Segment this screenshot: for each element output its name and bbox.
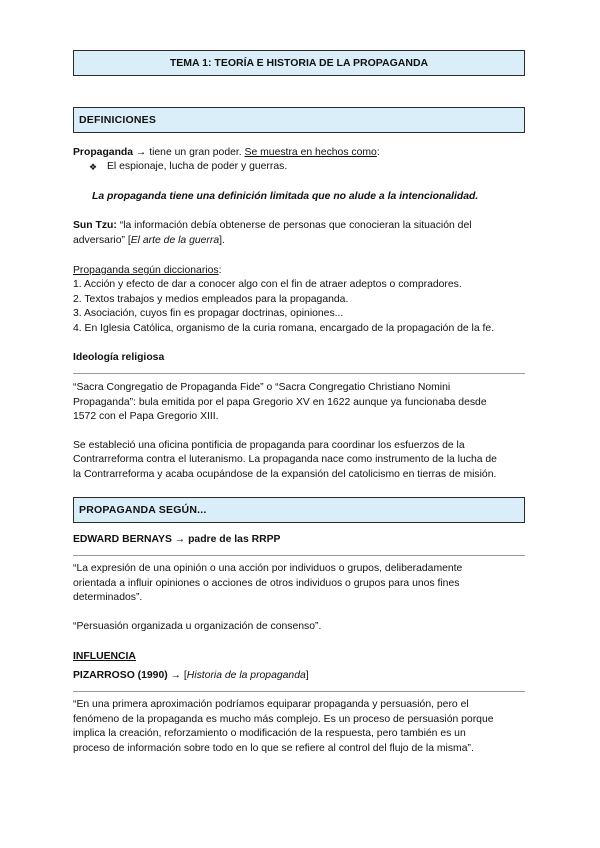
ideologia-p1-line-2: Propaganda”: bula emitida por el papa Gregorio XV en 1622 aunque ya funcionaba desde bbox=[73, 397, 487, 408]
ideologia-p2-line-2: Contrarreforma contra el luteranismo. La propaganda nace como instrumento de la lucha de bbox=[73, 454, 497, 465]
emphasis-statement: La propaganda tiene una definición limitada que no alude a la intencionalidad. bbox=[92, 191, 479, 202]
bernays-heading: EDWARD BERNAYS → padre de las RRPP bbox=[73, 534, 281, 545]
suntzu-quote-cont: adversario” [ bbox=[73, 235, 131, 246]
bracket-close: ]. bbox=[219, 235, 225, 246]
pizarroso-quote-line-4: proceso de información sobre todo en lo que se refiere al control del flujo de la misma”. bbox=[73, 743, 474, 754]
section-header-propaganda-segun: PROPAGANDA SEGÚN... bbox=[73, 497, 525, 523]
pizarroso-quote-line-1: “En una primera aproximación podríamos equiparar propaganda y persuasión, pero el bbox=[73, 699, 469, 710]
arrow-text: → [ bbox=[167, 670, 187, 681]
definition-text: → tiene un gran poder. bbox=[133, 147, 245, 158]
book-title: Historia de la propaganda bbox=[186, 670, 306, 681]
dictionary-item-3: 3. Asociación, cuyos fin es propagar doctrinas, opiniones... bbox=[73, 308, 344, 319]
suntzu-line-1 bbox=[73, 219, 472, 233]
colon: : bbox=[218, 265, 222, 276]
ideologia-p1-line-3: 1572 con el Papa Gregorio XIII. bbox=[73, 411, 219, 422]
ideologia-heading: Ideología religiosa bbox=[73, 352, 165, 363]
bernays-quote-line-1: “La expresión de una opinión o una acción por individuos o grupos, deliberadamente bbox=[73, 563, 463, 574]
book-title: El arte de la guerra bbox=[130, 235, 220, 246]
propaganda-definition-line bbox=[73, 146, 380, 160]
dictionaries-heading-text: Propaganda según diccionarios bbox=[73, 265, 219, 276]
bernays-quote-line-2: orientada a influir opiniones o acciones de otros individuos o grupos para unos fines bbox=[73, 578, 460, 589]
dictionaries-heading bbox=[73, 264, 221, 278]
dictionary-item-4: 4. En Iglesia Católica, organismo de la curia romana, encargado de la propagación de la fe. bbox=[73, 323, 495, 334]
bullet-item: El espionaje, lucha de poder y guerras. bbox=[107, 161, 288, 172]
pizarroso-author: PIZARROSO (1990) bbox=[73, 670, 168, 681]
ideologia-p1-line-1: “Sacra Congregatio de Propaganda Fide” o “Sacra Congregatio Christiano Nomini bbox=[73, 382, 451, 393]
dictionary-item-2: 2. Textos trabajos y medios empleados para la propaganda. bbox=[73, 294, 349, 305]
bernays-quote-2: “Persuasión organizada u organización de consenso”. bbox=[73, 621, 322, 632]
suntzu-line-2 bbox=[73, 234, 225, 248]
shown-in-facts-text: Se muestra en hechos como bbox=[244, 147, 377, 158]
suntzu-quote: “la información debía obtenerse de personas que conocieran la situación del bbox=[119, 220, 472, 231]
divider bbox=[73, 555, 525, 556]
bernays-quote-line-3: determinados”. bbox=[73, 592, 143, 603]
divider bbox=[73, 373, 525, 374]
dictionary-item-1: 1. Acción y efecto de dar a conocer algo con el fin de atraer adeptos o compradores. bbox=[73, 279, 462, 290]
colon: : bbox=[376, 147, 380, 158]
bracket-close: ] bbox=[305, 670, 309, 681]
section-header-definiciones: DEFINICIONES bbox=[73, 107, 525, 133]
suntzu-name: Sun Tzu: bbox=[73, 220, 120, 231]
influencia-heading: INFLUENCIA bbox=[73, 651, 136, 662]
ideologia-p2-line-3: la Contrarreforma y acaba ocupándose de la expansión del catolicismo en tierras de misión. bbox=[73, 469, 497, 480]
pizarroso-quote-line-2: fenómeno de la propaganda es mucho más complejo. Es un proceso de persuasión porque bbox=[73, 714, 494, 725]
divider bbox=[73, 691, 525, 692]
ideologia-p2-line-1: Se estableció una oficina pontificia de propaganda para coordinar los esfuerzos de la bbox=[73, 440, 465, 451]
diamond-bullet-icon: ❖ bbox=[89, 162, 98, 172]
term-propaganda: Propaganda bbox=[73, 147, 134, 158]
pizarroso-quote-line-3: implica la creación, reforzamiento o modificación de la respuesta, pero también es un bbox=[73, 728, 466, 739]
page-title: TEMA 1: TEORÍA E HISTORIA DE LA PROPAGANDA bbox=[73, 50, 525, 76]
pizarroso-line bbox=[73, 669, 309, 683]
